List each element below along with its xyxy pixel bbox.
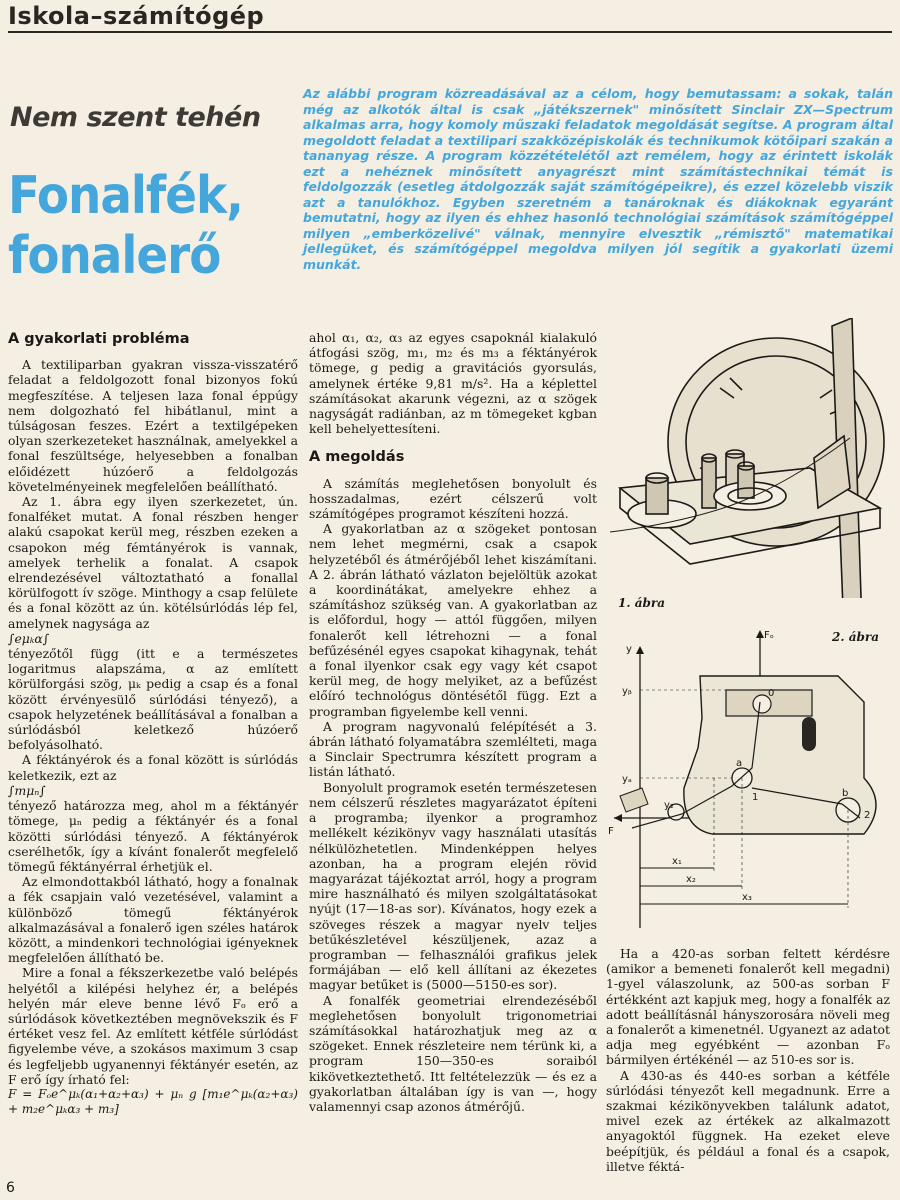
col1-paragraph: Mire a fonal a fékszerkezetbe való belépés helyétől a kilépési helyhez ér, a belépés helyén már eleve benne lévő Fₒ erő a súrlódások következtében megnövekszik és F értéket vesz fel. Az említett kétféle súrlódást figyelembe véve, a szokásos maximum 3 csap és legfeljebb ugyanennyi féktányér esetén, az F erő így írható fel: xyxy=(8,965,298,1087)
col2-paragraph: Bonyolult programok esetén természetesen nem célszerű részletes magyarázatot építeni a programba; ilyenkor a programhoz mellékelt kézikönyv vagy használati utasítás nélkülözhetetlen. Mindenképpen helyes azonban, ha a program elején rövid magyarázat tájékoztat arról, hogy a program mire használható és milyen szolgáltatásokat nyújt (17—18-as sor). Kívánatos, hogy ezek a szöveges részek a magyar nyelv teljes betűkészletével készüljenek, azaz a programban — felhasználói grafikus jelek formájában — elő kell állítani az ékezetes magyar betűket is (5000—5150-es sor). xyxy=(309,779,597,993)
col1-paragraph: A textiliparban gyakran vissza-visszatérő feladat a feldolgozott fonal bizonyos fokú megfeszítése. A teljesen laza fonal éppúgy nem dolgozható fel hibátlanul, mint a túlságosan feszes. Ezért a textilgépeken olyan szerkezeteket használnak, amelyekkel a fonal feszültsége, helyesebben a fonalban előidézett húzóerő a feldolgozás követelményeinek megfelelően beállítható. xyxy=(8,357,298,494)
label-x1: x₁ xyxy=(672,856,682,867)
column-1 xyxy=(8,332,298,1117)
label-2: 2 xyxy=(864,810,871,821)
column-2 xyxy=(309,330,597,1114)
col1-paragraph: Az 1. ábra egy ilyen szerkezetet, ún. fonalféket mutat. A fonal részben henger alakú csapokat kerül meg, részben ezeken a csapokon még fémtányérok is vannak, amelyek terhelik a fonalat. A csapok elrendezésével változtatható a fonallal körülfogott ív szöge. Minthogy a csap felülete és a fonal között az ún. kötélsúrlódás lép fel, amelynek nagysága az xyxy=(8,494,298,631)
pin xyxy=(702,458,716,508)
column-3 xyxy=(606,946,890,1174)
section-heading-problem: A gyakorlati probléma xyxy=(8,331,190,347)
label-fo: Fₒ xyxy=(764,630,774,641)
label-y2: y₂ xyxy=(664,800,674,811)
label-a: a xyxy=(736,758,743,769)
formula-force: F = Fₒe^μₖ(α₁+α₂+α₃) + μₙ g [m₁e^μₖ(α₂+α₃) + m₂e^μₖα₃ + m₃] xyxy=(8,1086,298,1117)
col1-paragraph: tényezőtől függ (itt e a természetes logaritmus alapszáma, α az említett körülforgási szög, μₖ pedig a csap és a fonal között érvényesülő súrlódási tényező), a csapok helyzetének beállításával a fonalban a súrlódásból keletkező húzóerő befolyásolható. xyxy=(8,646,298,753)
masthead-rule xyxy=(8,31,892,33)
label-f: F xyxy=(608,826,614,837)
masthead-title: Iskola–számítógép xyxy=(8,2,265,30)
col1-paragraph: tényező határozza meg, ahol m a féktányér tömege, μₙ pedig a féktányér és a fonal közötti súrlódási tényező. A féktányérok cserélhetők, így a kívánt fonalerőt megfelelő tömegű féktányérral érhetjük el. xyxy=(8,798,298,874)
headline-line-1: Fonalfék, xyxy=(8,166,243,226)
label-y: y xyxy=(626,644,632,655)
page-number: 6 xyxy=(6,1180,15,1196)
label-x2: x₂ xyxy=(686,874,696,885)
headline-line-2: fonalerő xyxy=(8,226,221,286)
figure-2-caption: 2. ábra xyxy=(832,630,879,644)
formula-plate-friction: ∫mμₙ∫ xyxy=(8,782,46,798)
col2-paragraph: A program nagyvonalú felépítését a 3. ábrán látható folyamatábra szemlélteti, maga a Sinclair Spectrumra készített program a listán látható. xyxy=(309,718,597,780)
col3-paragraph: Ha a 420-as sorban feltett kérdésre (amikor a bemeneti fonalerőt kell megadni) 1-gyel válaszolunk, az 500-as sorban F értékként azt kapjuk meg, hogy a fonalfék az adott beállításnál hányszorosára növeli meg a fonalerőt a kimenetnél. Ugyanezt az adatot adja meg egyébként — azonban Fₒ bármilyen értékénél — az 510-es sor is. xyxy=(606,946,890,1068)
kicker: Nem szent tehén xyxy=(10,102,261,133)
label-1: 1 xyxy=(752,792,759,803)
col2-paragraph: ahol α₁, α₂, α₃ az egyes csapoknál kialakuló átfogási szög, m₁, m₂ és m₃ a féktányérok tömege, g pedig a gravitációs gyorsulás, amelynek értéke 9,81 m/s². Ha a képlettel számításokat akarunk végezni, az α szögek nagyságát radiánban, az m tömegeket kgban kell behelyettesíteni. xyxy=(309,330,597,437)
figure-2-coordinate-sketch xyxy=(602,628,896,944)
label-ya: yₐ xyxy=(622,774,632,785)
label-x3: x₃ xyxy=(742,892,752,903)
headline xyxy=(8,166,308,286)
figure-1-yarn-brake xyxy=(600,318,896,598)
col1-paragraph: Az elmondottakból látható, hogy a fonalnak a fék csapjain való vezetésével, valamint a különböző tömegű féktányérok alkalmazásával a fonalerő igen széles határok között, a mindenkori technológiai igényeknek megfelelően állítható be. xyxy=(8,874,298,966)
figure-1-caption: 1. ábra xyxy=(618,596,665,610)
masthead xyxy=(8,2,888,34)
col2-paragraph: A fonalfék geometriai elrendezéséből meglehetősen bonyolult trigonometriai számításokkal határozhatjuk meg az α szögeket. Ennek részleteire nem térünk ki, a program 150—350-es soraiból kikövetkeztethető. Itt feltételezzük — és ez a gyakorlatban általában így is van —, hogy valamennyi csap azonos átmérőjű. xyxy=(309,992,597,1114)
label-b: b xyxy=(842,788,849,799)
col2-paragraph: A számítás meglehetősen bonyolult és hosszadalmas, ezért célszerű volt számítógépes programot készíteni hozzá. xyxy=(309,475,597,522)
col1-paragraph: A féktányérok és a fonal között is súrlódás keletkezik, ezt az xyxy=(8,752,298,783)
section-heading-solution: A megoldás xyxy=(309,449,405,466)
label-yb: yᵦ xyxy=(622,686,632,697)
lead-paragraph: Az alábbi program közreadásával az a célom, hogy bemutassam: a sokak, talán még az alkotók által is csak „játékszernek" minősített Sinclair ZX—Spectrum alkalmas arra, hogy komoly műszaki feladatok megoldását segítse. A program által megoldott feladat a textilipari szakközépiskolák és technikumok kötőipari szakán a tananyag része. A program közzétételétől azt remélem, hogy az érintett iskolák ezt a nehéznek minősített anyagrészt mint számítástechnikai témát is feldolgozzák (esetleg átdolgozzák saját számítógépeikre), és ezzel közelebb viszik azt a tanulókhoz. Egyben szeretném a tanároknak és diákoknak egyaránt bemutatni, hogy az ilyen és ehhez hasonló technológiai számítások számítógéppel milyen „emberközelivé" válnak, mennyire elvesztik „rémisztő" matematikai jellegüket, és számítógéppel megoldva milyen jól segítik a gyakorlati üzemi munkát. xyxy=(303,86,893,272)
formula-rope-friction: ∫eμₖα∫ xyxy=(8,630,50,646)
col3-paragraph: A 430-as és 440-es sorban a kétféle súrlódási tényezőt kell megadnunk. Erre a szakmai kézikönyvekben találunk adatot, mivel ezek az értékek az alkalmazott anyagoktól függnek. Ha ezeket eleve beépítjük, és például a fonal és a csapok, illetve féktá- xyxy=(606,1067,890,1174)
label-zero: 0 xyxy=(768,688,775,699)
col2-paragraph: A gyakorlatban az α szögeket pontosan nem lehet megmérni, csak a csapok helyzetéből és átmérőjéből lehet kiszámítani. A 2. ábrán látható vázlaton bejelöltük azokat a koordinátákat, amelyekre ehhez a számításhoz szükség van. A gyakorlatban az is előfordul, hogy — attól függően, milyen fonalerőt kell létrehozni — a fonal befűzésénél egyes csapokat kihagynak, tehát a fonal ilyenkor csak egy vagy két csapot kerül meg, de hogy melyiket, az a befűzést előíró technológus döntésétől függ. Ezt a programban figyelembe kell venni. xyxy=(309,521,597,719)
